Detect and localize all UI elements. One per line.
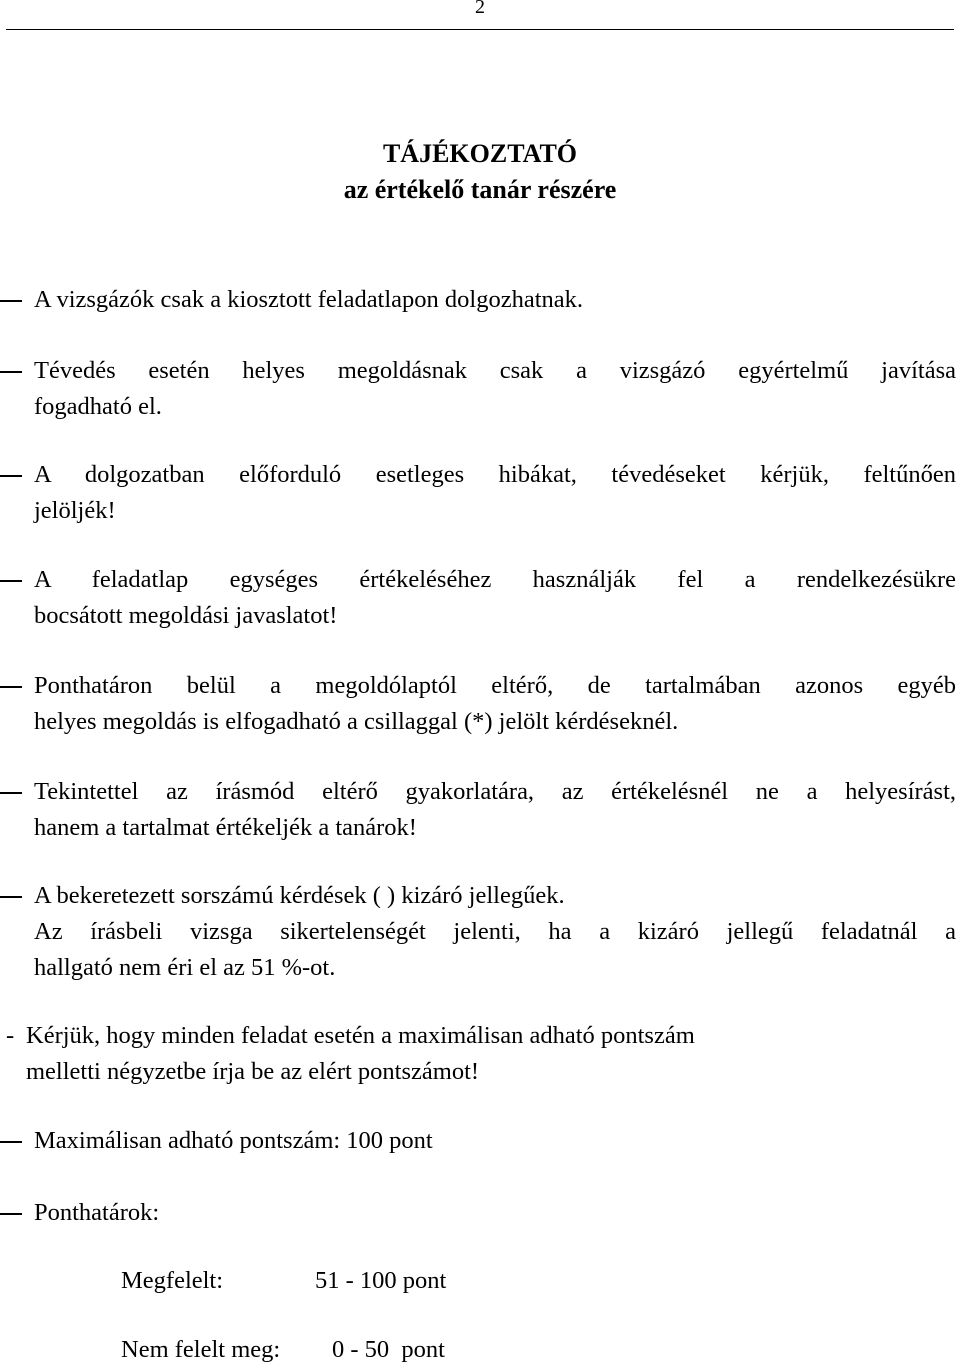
list-item-text: Kérjük, hogy minden feladat esetén a maximálisan adható pontszám [26,1022,695,1049]
list-item [34,562,956,634]
dash-bullet [0,1213,22,1215]
list-item [34,774,956,846]
thresholds-heading: Ponthatárok: [34,1199,160,1226]
list-item [34,878,956,986]
threshold-value-fail: 0 - 50 pont [332,1336,445,1363]
list-item [34,668,956,740]
list-item-text: Az írásbeli vizsga sikertelenségét jelenti, ha a kizáró jellegű feladatnál a [34,918,956,945]
list-item-text: helyes megoldás is elfogadható a csillaggal (*) jelölt kérdéseknél. [34,708,679,735]
page-number: 2 [475,0,485,18]
list-item [34,282,956,318]
list-item-text: hanem a tartalmat értékeljék a tanárok! [34,814,417,841]
dash-bullet [0,371,22,373]
list-item [26,1018,695,1090]
header-rule [6,29,954,30]
list-item-text: A vizsgázók csak a kiosztott feladatlapon dolgozhatnak. [34,286,584,313]
dash-bullet [0,1141,22,1143]
list-item-text: Tévedés esetén helyes megoldásnak csak a vizsgázó egyértelmű javítása [34,357,956,384]
list-item-text: jelöljék! [34,497,116,524]
threshold-label-fail: Nem felelt meg: [121,1336,281,1363]
list-item-text: bocsátott megoldási javaslatot! [34,602,338,629]
list-item-text: Tekintettel az írásmód eltérő gyakorlatára, az értékelésnél ne a helyesírást, [34,778,956,805]
subtitle: az értékelő tanár részére [343,175,617,204]
title: TÁJÉKOZTATÓ [382,139,578,168]
list-item [34,353,956,425]
list-item-text: Ponthatáron belül a megoldólaptól eltérő, de tartalmában azonos egyéb [34,672,956,699]
threshold-label-pass: Megfelelt: [121,1267,224,1294]
dash-bullet [0,792,22,794]
list-item-text: A bekeretezett sorszámú kérdések ( ) kizáró jellegűek. [34,882,565,909]
max-points: Maximálisan adható pontszám: 100 pont [34,1127,433,1154]
dash-bullet [0,686,22,688]
list-item-text: melletti négyzetbe írja be az elért pontszámot! [26,1058,480,1085]
list-item-text: fogadható el. [34,393,162,420]
list-item-text: A feladatlap egységes értékeléséhez használják fel a rendelkezésükre [34,566,956,593]
dash-bullet [0,896,22,898]
list-item [34,457,956,529]
list-item-text: A dolgozatban előforduló esetleges hibákat, tévedéseket kérjük, feltűnően [34,461,956,488]
list-item-text: hallgató nem éri el az 51 %-ot. [34,954,336,981]
hyphen-marker: - [6,1022,15,1049]
threshold-value-pass: 51 - 100 pont [315,1267,447,1294]
dash-bullet [0,300,22,302]
dash-bullet [0,475,22,477]
dash-bullet [0,580,22,582]
